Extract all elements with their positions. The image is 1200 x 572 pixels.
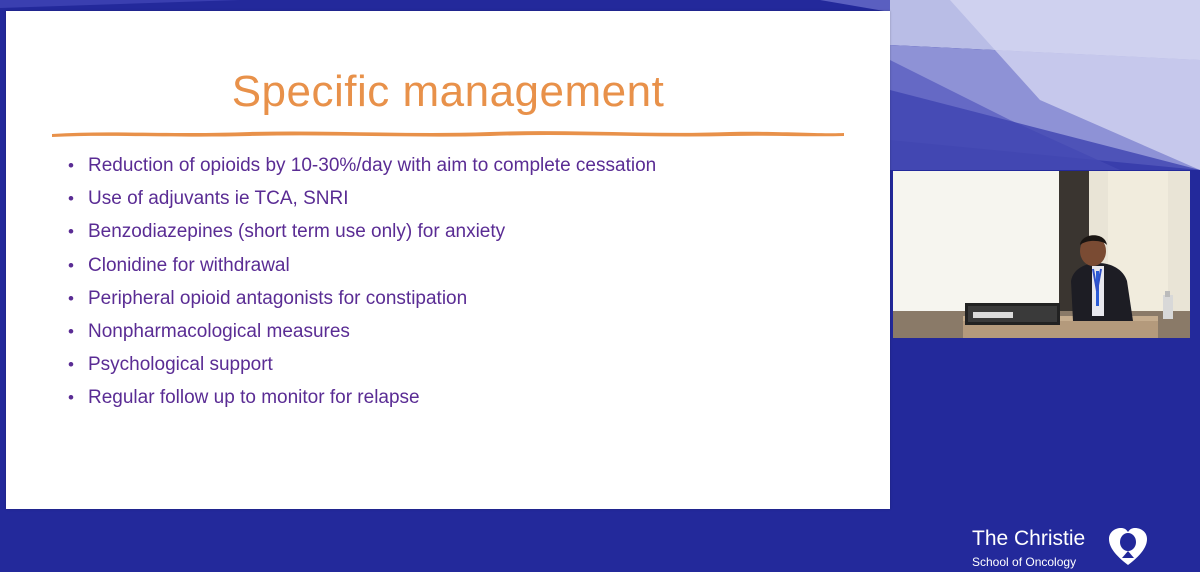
bullet-text: Clonidine for withdrawal [88,254,290,276]
bullet-icon: • [68,388,74,408]
christie-logo [972,525,1162,569]
bullet-icon: • [68,321,74,341]
bullet-text: Psychological support [88,354,273,376]
bullet-icon: • [68,189,74,209]
bullet-text: Nonpharmacological measures [88,320,350,342]
bullet-text: Regular follow up to monitor for relapse [88,387,420,409]
speaker-video [893,171,1190,338]
logo-subtitle: School of Oncology [972,555,1077,569]
slide-title: Specific management [231,67,665,116]
bullet-icon: • [68,355,74,375]
logo-name: The Christie [972,527,1086,550]
slide [6,11,890,509]
bullet-text: Peripheral opioid antagonists for constipation [88,287,468,309]
bullet-icon: • [68,222,74,242]
bullet-text: Use of adjuvants ie TCA, SNRI [88,188,349,210]
speaker-video-frame [893,171,1190,338]
bullet-icon: • [68,288,74,308]
bullet-text: Benzodiazepines (short term use only) for anxiety [88,221,506,243]
christie-heart-icon [1107,527,1149,567]
bullet-icon: • [68,255,74,275]
bullet-icon: • [68,156,74,175]
bullet-text: Reduction of opioids by 10-30%/day with aim to complete cessation [88,155,657,176]
title-underline [50,127,846,139]
